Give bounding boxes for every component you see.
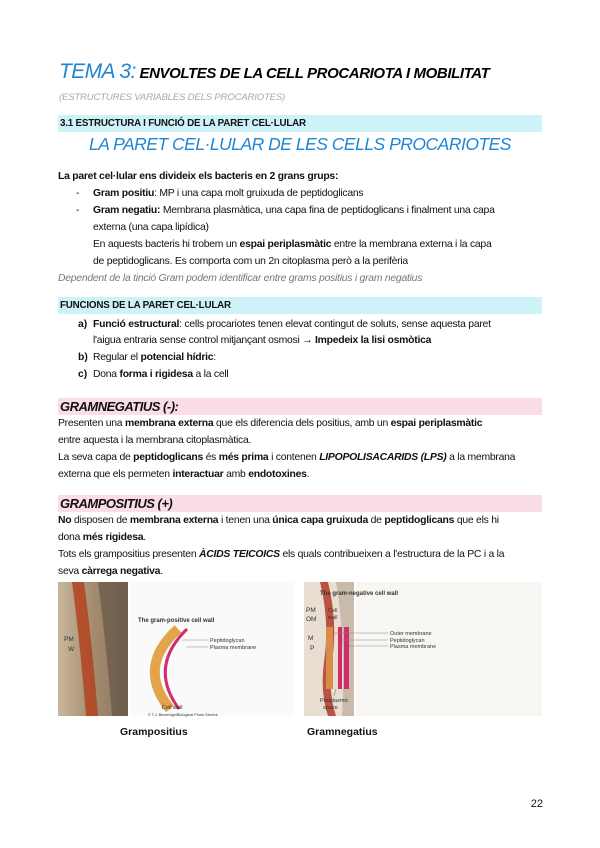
gramneg-line-2: entre aquesta i la membrana citoplasmàtica. xyxy=(58,435,252,446)
grampos-line-1 xyxy=(58,513,499,529)
gram-negative-plasma-membrane xyxy=(344,627,349,689)
caption-grampositius: Grampositius xyxy=(120,726,188,738)
gramneg-b: espai periplasmàtic xyxy=(390,418,483,429)
grampos-line-2 xyxy=(58,530,146,546)
label-peptidoglycan: Peptidoglycan xyxy=(210,638,245,644)
item-letter-b: b) xyxy=(78,352,88,363)
gram-negative-panel xyxy=(356,582,542,716)
gram-negative-item xyxy=(93,203,495,219)
section-big-title: LA PARET CEL·LULAR DE LES CELLS PROCARIOTES xyxy=(89,134,511,154)
label-space: space xyxy=(323,705,338,711)
gramneg-b: endotoxines xyxy=(248,469,307,480)
gramneg-b: més prima xyxy=(218,452,269,463)
osmosi-text: l'aigua entraria sense control mitjançant osmosi → xyxy=(93,335,315,346)
gram-negative-outer-membrane xyxy=(326,627,333,689)
potencial-end: : xyxy=(213,352,216,363)
label-w: W xyxy=(68,646,75,653)
gramneg-b: peptidoglicans xyxy=(133,452,203,463)
grampos-t: Tots els grampositius presenten xyxy=(58,549,200,560)
gram-positive-item xyxy=(93,186,363,202)
grampos-b: membrana externa xyxy=(129,515,219,526)
lisi-bold: Impedeix la lisi osmòtica xyxy=(314,335,432,346)
gramneg-t: a la membrana xyxy=(446,452,516,463)
label-cell-wall: Cell wall xyxy=(162,705,183,711)
potencial-hidric xyxy=(93,350,216,366)
label-om: OM xyxy=(306,616,317,623)
title-tema: TEMA 3: xyxy=(59,60,136,83)
gram-negative-peptidoglycan xyxy=(338,627,342,689)
gramneg-t: amb xyxy=(223,469,249,480)
grampos-t: . xyxy=(160,566,163,577)
label-periplasmic: Periplasmic xyxy=(320,698,349,704)
forma-rigidesa xyxy=(93,367,229,383)
cell-wall-diagram xyxy=(58,582,542,720)
label-cell: Cell xyxy=(328,608,338,614)
page-subtitle: (ESTRUCTURES VARIABLES DELS PROCARIOTES) xyxy=(59,92,286,103)
label-plasma-membrane-neg: Plasma membrane xyxy=(390,644,437,650)
label-pm-neg: PM xyxy=(306,607,316,614)
forma-text-2: a la cell xyxy=(192,369,229,380)
item-letter-a: a) xyxy=(78,319,88,330)
label-wall: wall xyxy=(328,615,338,621)
bullet-dash: - xyxy=(76,205,80,216)
label-p: P xyxy=(310,645,315,652)
gramneg-t: i contenen xyxy=(268,452,320,463)
grampos-t: que els hi xyxy=(454,515,499,526)
page-number: 22 xyxy=(530,798,543,810)
grampos-t: dona xyxy=(58,532,83,543)
grampos-t: . xyxy=(143,532,146,543)
grampos-b: més rigidesa xyxy=(82,532,144,543)
gramneg-t: Presenten una xyxy=(58,418,125,429)
page-title xyxy=(59,60,490,84)
periplasm-text-2: entre la membrana externa i la capa xyxy=(331,239,492,250)
intro-line xyxy=(58,169,338,185)
title-rest: ENVOLTES DE LA CELL PROCARIOTA I MOBILITAT xyxy=(135,65,490,82)
gram-positive-text: : MP i una capa molt gruixuda de peptidoglicans xyxy=(154,188,364,199)
section-heading-3-1: 3.1 ESTRUCTURA I FUNCIÓ DE LA PARET CEL·LULAR xyxy=(58,115,542,132)
gramnegatius-heading: GRAMNEGATIUS (-): xyxy=(58,398,542,415)
grampos-b: peptidoglicans xyxy=(384,515,455,526)
caption-gramnegatius: Gramnegatius xyxy=(307,726,378,738)
gram-positive-label: Gram positiu xyxy=(93,188,155,199)
funcio-estructural xyxy=(93,317,491,333)
gram-negative-text-2: externa (una capa lipídica) xyxy=(93,222,209,233)
periplasm-bold: espai periplasmàtic xyxy=(239,239,332,250)
gramneg-t: que els diferencia dels positius, amb un xyxy=(213,418,391,429)
funcio-estructural-text: : cells procariotes tenen elevat contingut de soluts, sense aquesta paret xyxy=(179,319,491,330)
gram-negative-diagram-title: The gram-negative cell wall xyxy=(320,591,399,597)
gram-negative-text: Membrana plasmàtica, una capa fina de peptidoglicans i finalment una capa xyxy=(160,205,495,216)
grampos-t: els quals contribueixen a l'estructura de la PC i a la xyxy=(279,549,505,560)
gramneg-b: interactuar xyxy=(172,469,224,480)
section-heading-funcions: FUNCIONS DE LA PARET CEL·LULAR xyxy=(58,297,542,314)
grampos-line-4 xyxy=(58,564,163,580)
funcio-estructural-2 xyxy=(93,333,431,349)
gramneg-b: membrana externa xyxy=(124,418,214,429)
label-m: M xyxy=(308,635,314,642)
label-outer-membrane: Outer membrane xyxy=(390,631,432,637)
gram-positive-diagram-title: The gram-positive cell wall xyxy=(138,618,215,624)
intro-text: La paret cel·lular ens divideix els bacteris en 2 grans grups: xyxy=(58,171,339,182)
lps-term: LIPOPOLISACARIDS (LPS) xyxy=(319,452,447,463)
gramneg-t: La seva capa de xyxy=(58,452,134,463)
grampos-t: de xyxy=(368,515,385,526)
grampos-t: disposen de xyxy=(71,515,130,526)
label-pm: PM xyxy=(64,636,74,643)
grampos-line-3 xyxy=(58,547,504,563)
potencial-text: Regular el xyxy=(93,352,141,363)
grampos-b: única capa gruixuda xyxy=(272,515,369,526)
label-plasma-membrane: Plasma membrane xyxy=(210,645,257,651)
gramneg-t: . xyxy=(306,469,310,480)
periplasm-line-2: de peptidoglicans. Es comporta com un 2n citoplasma però a la perifèria xyxy=(93,256,408,267)
grampos-t: i tenen una xyxy=(218,515,273,526)
grampos-b: No xyxy=(58,515,72,526)
gramneg-line-4 xyxy=(58,467,309,483)
grampos-t: seva xyxy=(58,566,82,577)
forma-bold: forma i rigidesa xyxy=(119,369,193,380)
label-peptidoglycan-neg: Peptidoglycan xyxy=(390,638,425,644)
gram-stain-note: Dependent de la tinció Gram podem identificar entre grams positius i gram negatius xyxy=(58,273,423,284)
photo-credit: © T.J. Beveridge/Biological Photo Service xyxy=(148,713,218,717)
gramneg-line-1 xyxy=(58,416,482,432)
periplasm-text: En aquests bacteris hi trobem un xyxy=(93,239,240,250)
periplasm-line-1 xyxy=(93,237,491,253)
item-letter-c: c) xyxy=(78,369,88,380)
gramneg-t: externa que els permeten xyxy=(58,469,173,480)
funcio-estructural-bold: Funció estructural xyxy=(93,319,180,330)
grampositius-heading: GRAMPOSITIUS (+) xyxy=(58,495,542,512)
cell-wall-figure xyxy=(58,582,542,720)
teicoics-term: ÀCIDS TEICOICS xyxy=(199,549,280,560)
gramneg-t: és xyxy=(202,452,219,463)
gramneg-line-3 xyxy=(58,450,515,466)
gram-negative-label: Gram negatiu: xyxy=(93,205,161,216)
forma-text: Dona xyxy=(93,369,120,380)
grampos-b: càrrega negativa xyxy=(81,566,161,577)
potencial-bold: potencial hídric xyxy=(140,352,214,363)
bullet-dash: - xyxy=(76,188,80,199)
